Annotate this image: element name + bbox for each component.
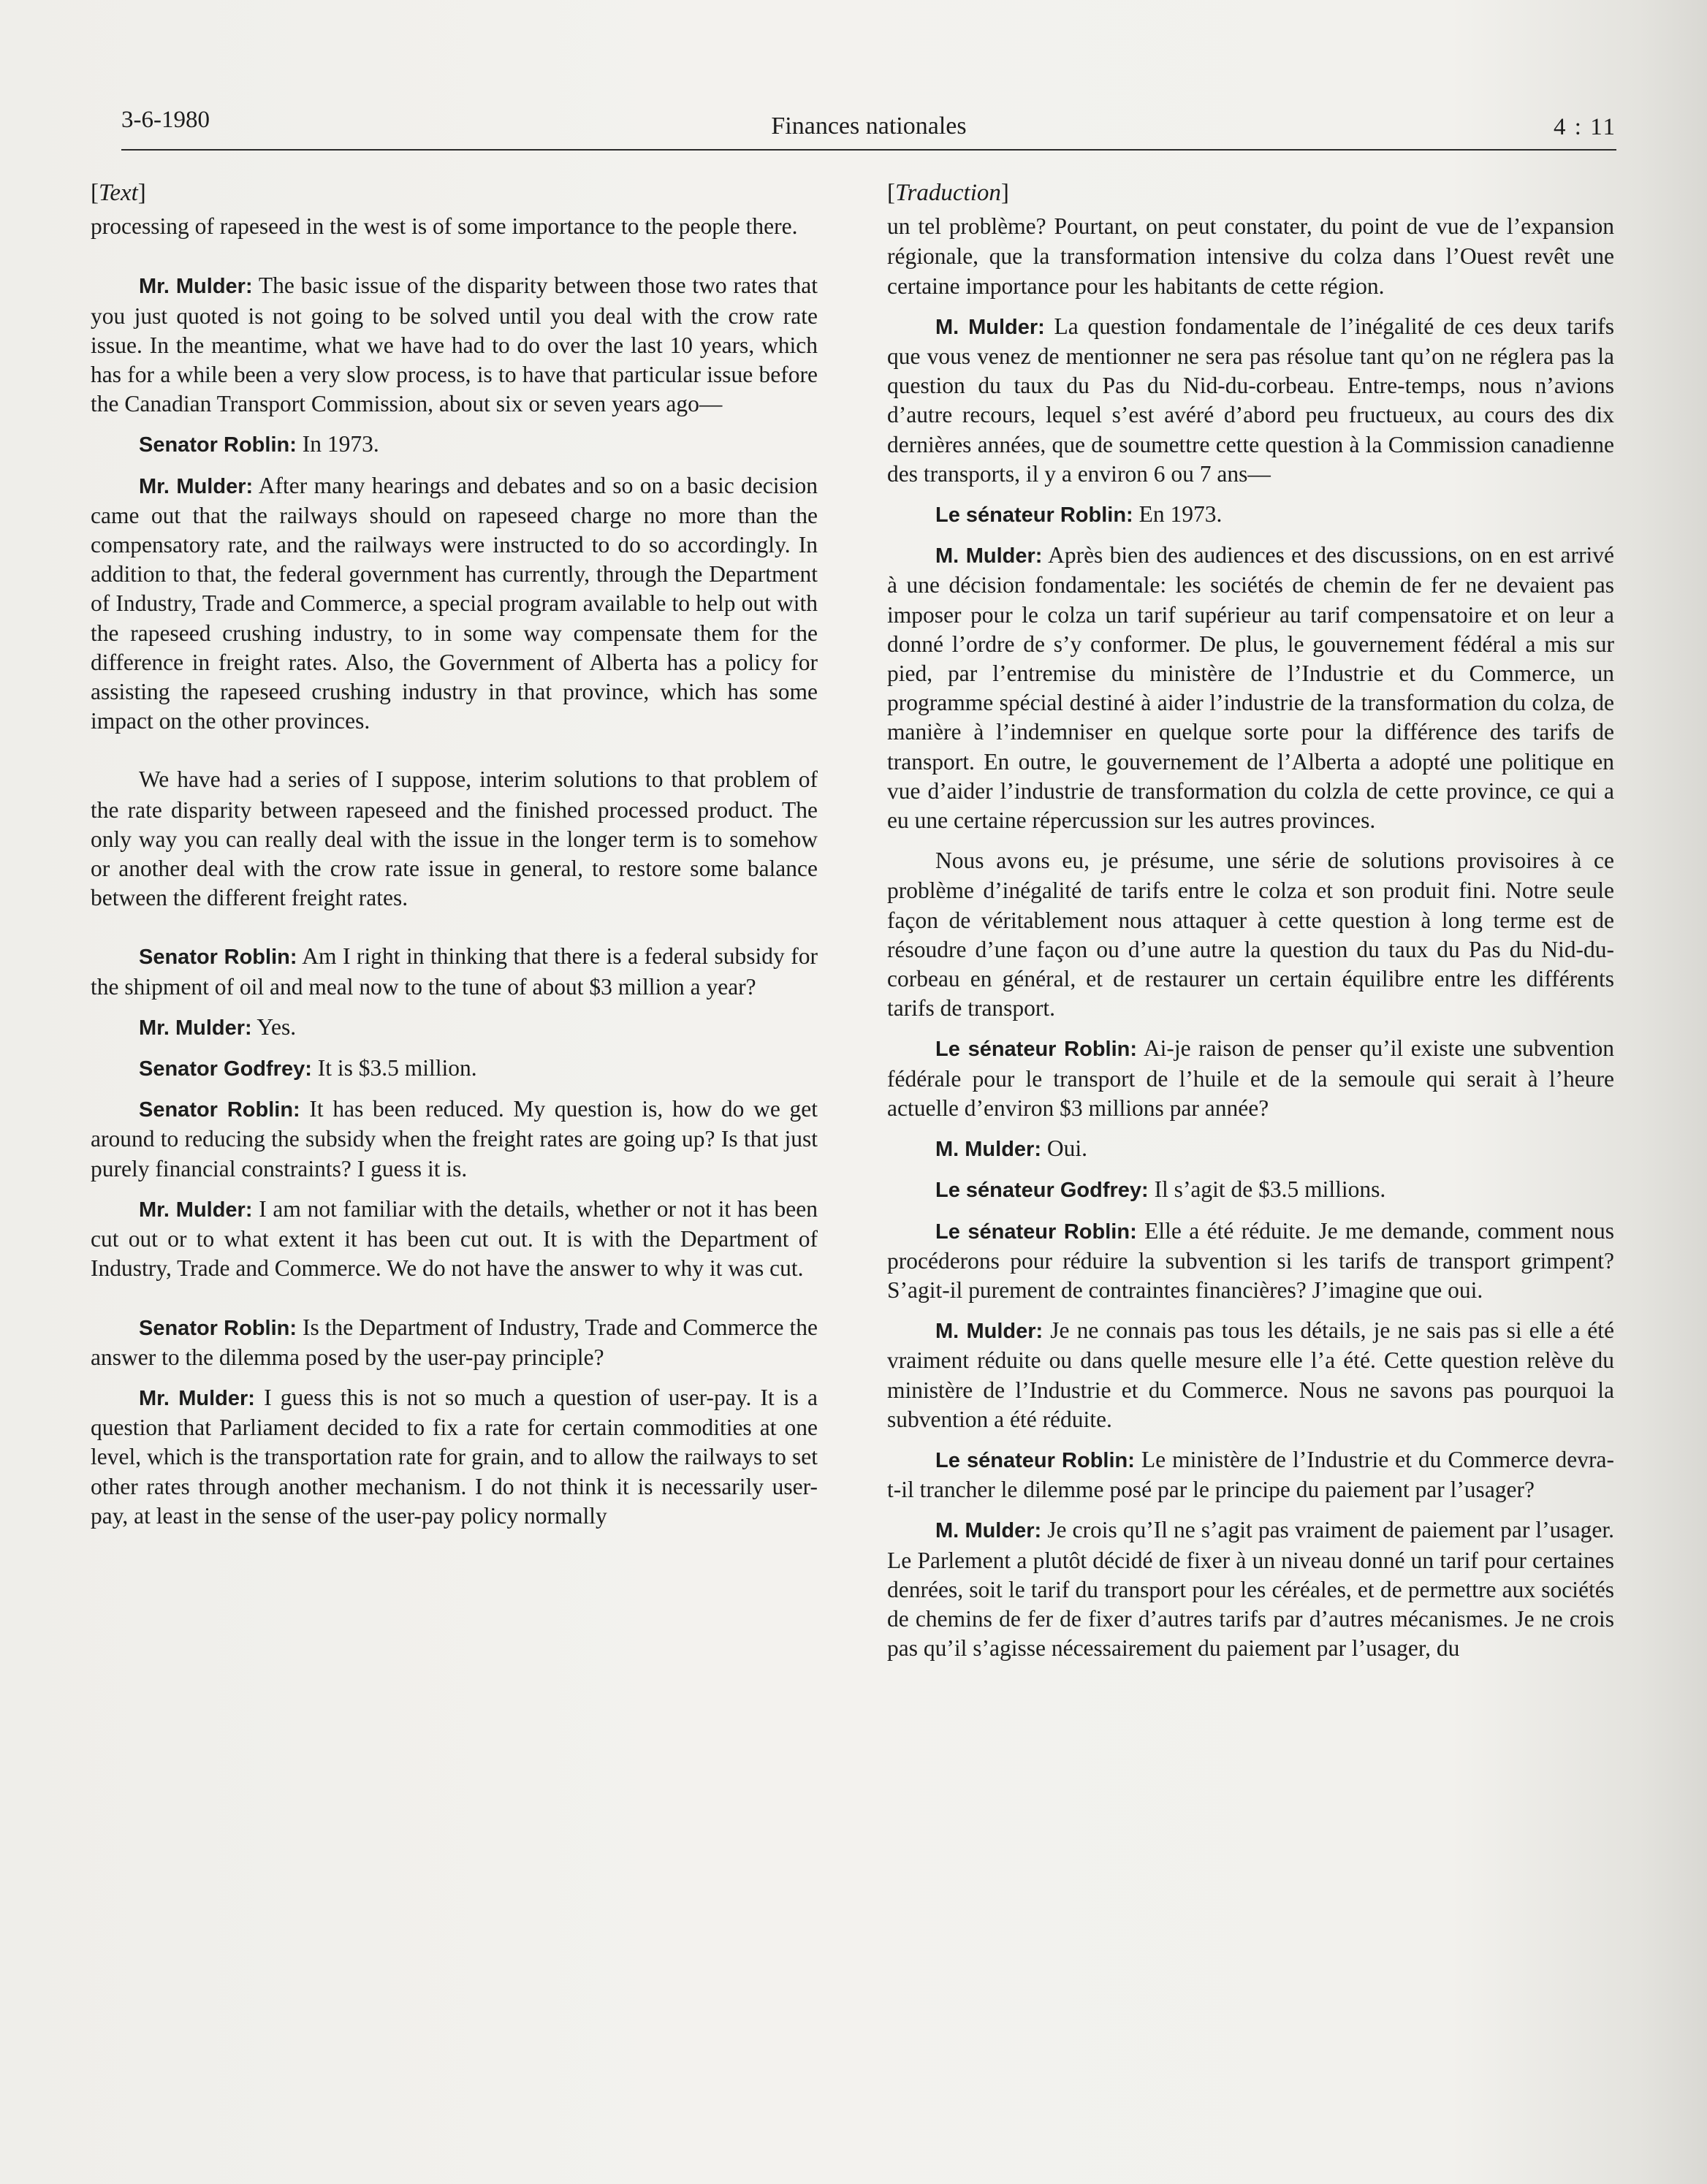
paragraph: Le sénateur Roblin: Elle a été réduite. Je me demande, comment nous procéderons pour réduire la subvention si les tarifs de transport grimpent? S’agit-il purement de contraintes financières? J’imagine que oui. (887, 1217, 1614, 1303)
paragraph: We have had a series of I suppose, interim solutions to that problem of the rate disparity between rapeseed and the finished processed product. The only way you can really deal with the issue in the longer term is to somehow or another deal with the crow rate issue in general, to restore some balance between the different freight rates. (91, 766, 818, 911)
speaker-name: Mr. Mulder: (139, 275, 253, 299)
speaker-name: Mr. Mulder: (139, 1386, 255, 1410)
speaker-name: M. Mulder: (935, 1138, 1041, 1162)
speaker-name: Senator Roblin: (139, 1316, 297, 1340)
paragraph: Senator Roblin: Is the Department of Industry, Trade and Commerce the answer to the dilemma posed by the user-pay principle? (91, 1314, 818, 1370)
paragraph: Le sénateur Roblin: Ai-je raison de penser qu’il existe une subvention fédérale pour le transport de l’huile et de la semoule qui serait à l’heure actuelle d’environ $3 millions par année? (887, 1035, 1614, 1121)
paragraph: M. Mulder: Oui. (935, 1135, 1087, 1162)
column-french (887, 178, 1614, 1674)
speaker-name: Le sénateur Roblin: (935, 1038, 1138, 1062)
paragraph: M. Mulder: La question fondamentale de l’inégalité de ces deux tarifs que vous venez de mentionner ne sera pas résolue tant qu’on ne réglera pas la question du taux du Pas du Nid-du-corbeau. Entre-temps, nous n’avions d’autre recours, lequel s’est avéré d’abord peu fructueux, au cours des dix dernières années, que de soumettre cette question à la Commission canadienne des transports, il y a environ 6 ou 7 ans— (887, 313, 1614, 487)
paragraph: Senator Godfrey: It is $3.5 million. (139, 1055, 477, 1081)
header-date: 3-6-1980 (121, 107, 210, 133)
paragraph: Le sénateur Godfrey: Il s’agit de $3.5 millions. (935, 1176, 1386, 1203)
page-header (121, 107, 1616, 145)
paragraph: Mr. Mulder: I guess this is not so much a question of user-pay. It is a question that Parliament decided to fix a rate for certain commodities at one level, which is the transportation rate for grain, and to allow the railways to set other rates through another mechanism. I do not think it is necessarily user-pay, at least in the sense of the user-pay policy normally (91, 1384, 818, 1529)
column-english (91, 178, 818, 1542)
paragraph: processing of rapeseed in the west is of some importance to the people there. (91, 213, 798, 240)
paragraph: M. Mulder: Je ne connais pas tous les détails, je ne sais pas si elle a été vraiment réduite ou dans quelle mesure elle l’a été. Cette question relève du ministère de l’Industrie et du Commerce. Nous ne savons pas pourquoi la subvention a été réduite. (887, 1317, 1614, 1432)
paragraph: Mr. Mulder: I am not familiar with the details, whether or not it has been cut out or to what extent it has been cut out. It is with the Department of Industry, Trade and Commerce. We do not have the answer to why it was cut. (91, 1195, 818, 1282)
speaker-name: Mr. Mulder: (139, 1198, 253, 1222)
speaker-name: Senator Roblin: (139, 945, 297, 970)
speaker-name: M. Mulder: (935, 1519, 1042, 1543)
speaker-name: Le sénateur Godfrey: (935, 1179, 1149, 1203)
column-tag: [Text] (91, 180, 146, 206)
paragraph: Senator Roblin: It has been reduced. My question is, how do we get around to reducing the subsidy when the freight rates are going up? Is that just purely financial constraints? I guess it is. (91, 1096, 818, 1182)
speaker-name: Le sénateur Roblin: (935, 1220, 1137, 1244)
header-page-number: 4 : 11 (1554, 114, 1616, 140)
speaker-name: Mr. Mulder: (139, 1016, 252, 1040)
paragraph: Le sénateur Roblin: En 1973. (935, 501, 1223, 528)
speaker-name: Le sénateur Roblin: (935, 1448, 1135, 1472)
speaker-name: M. Mulder: (935, 315, 1045, 339)
paragraph: Senator Roblin: Am I right in thinking that there is a federal subsidy for the shipment of oil and meal now to the tune of about $3 million a year? (91, 943, 818, 1000)
speaker-name: Senator Godfrey: (139, 1057, 312, 1081)
speaker-name: Le sénateur Roblin: (935, 503, 1133, 528)
paragraph: Mr. Mulder: After many hearings and debates and so on a basic decision came out that the railways should on rapeseed charge no more than the compensatory rate, and the railways were instructed to do so accordingly. In addition to that, the federal government has currently, through the Department of Industry, Trade and Commerce, a special program available to help out with the rapeseed crushing industry, to in some way compensate them for the difference in freight rates. Also, the Government of Alberta has a policy for assisting the rapeseed crushing industry in that province, which has some impact on the other provinces. (91, 472, 818, 734)
speaker-name: Mr. Mulder: (139, 474, 254, 498)
paragraph: Mr. Mulder: The basic issue of the disparity between those two rates that you just quoted is not going to be solved until you deal with the crow rate issue. In the meantime, what we have had to do over the last 10 years, which has for a while been a very slow process, is to have that particular issue before the Canadian Transport Commission, about six or seven years ago— (91, 273, 818, 417)
speaker-name: M. Mulder: (935, 544, 1043, 568)
paragraph: M. Mulder: Après bien des audiences et des discussions, on en est arrivé à une décision fondamentale: les sociétés de chemin de fer ne devaient pas imposer pour le colza un tarif supérieur au tarif compensatoire et on leur a donné l’ordre de s’y conformer. De plus, le gouvernement fédéral a mis sur pied, par l’entremise du ministère de l’Industrie et du Commerce, un programme spécial destiné à aider l’industrie de la transformation du colza, de manière à l’indemniser en quelque sorte pour la différence des tarifs de transport. En outre, le gouvernement de l’Alberta a adopté une politique en vue d’aider l’industrie de transformation du colzla de cette province, ce qui a eu une certaine répercussion sur les autres provinces. (887, 542, 1614, 834)
paragraph: M. Mulder: Je crois qu’Il ne s’agit pas vraiment de paiement par l’usager. Le Parlement a plutôt décidé de fixer à un niveau donné un tarif pour certaines denrées, soit le tarif du transport pour les céréales, et de permettre aux sociétés de chemins de fer de fixer d’autres tarifs par d’autres mécanismes. Je ne crois pas qu’il s’agisse nécessairement du paiement par l’usager, du (887, 1517, 1614, 1662)
column-tag: [Traduction] (887, 180, 1009, 206)
speaker-name: M. Mulder: (935, 1320, 1043, 1344)
header-rule (121, 149, 1616, 151)
speaker-name: Senator Roblin: (139, 433, 297, 457)
paragraph: un tel problème? Pourtant, on peut constater, du point de vue de l’expansion régionale, que la transformation intensive du colza dans l’Ouest revêt une certaine importance pour les habitants de cette région. (887, 213, 1614, 299)
header-title: Finances nationales (771, 113, 967, 140)
paragraph: Nous avons eu, je présume, une série de solutions provisoires à ce problème d’inégalité de tarifs entre le colza et son produit fini. Notre seule façon de véritablement nous attaquer à cette question à long terme est de résoudre d’une façon ou d’une autre la question du taux du Pas du Nid-du-corbeau en général, et de restaurer un certain équilibre entre les différents tarifs de transport. (887, 848, 1614, 1021)
speaker-name: Senator Roblin: (139, 1098, 300, 1122)
paragraph: Senator Roblin: In 1973. (139, 431, 379, 457)
paragraph: Mr. Mulder: Yes. (139, 1013, 297, 1040)
paragraph: Le sénateur Roblin: Le ministère de l’Industrie et du Commerce devra-t-il trancher le dilemme posé par le principe du paiement par l’usager? (887, 1446, 1614, 1503)
